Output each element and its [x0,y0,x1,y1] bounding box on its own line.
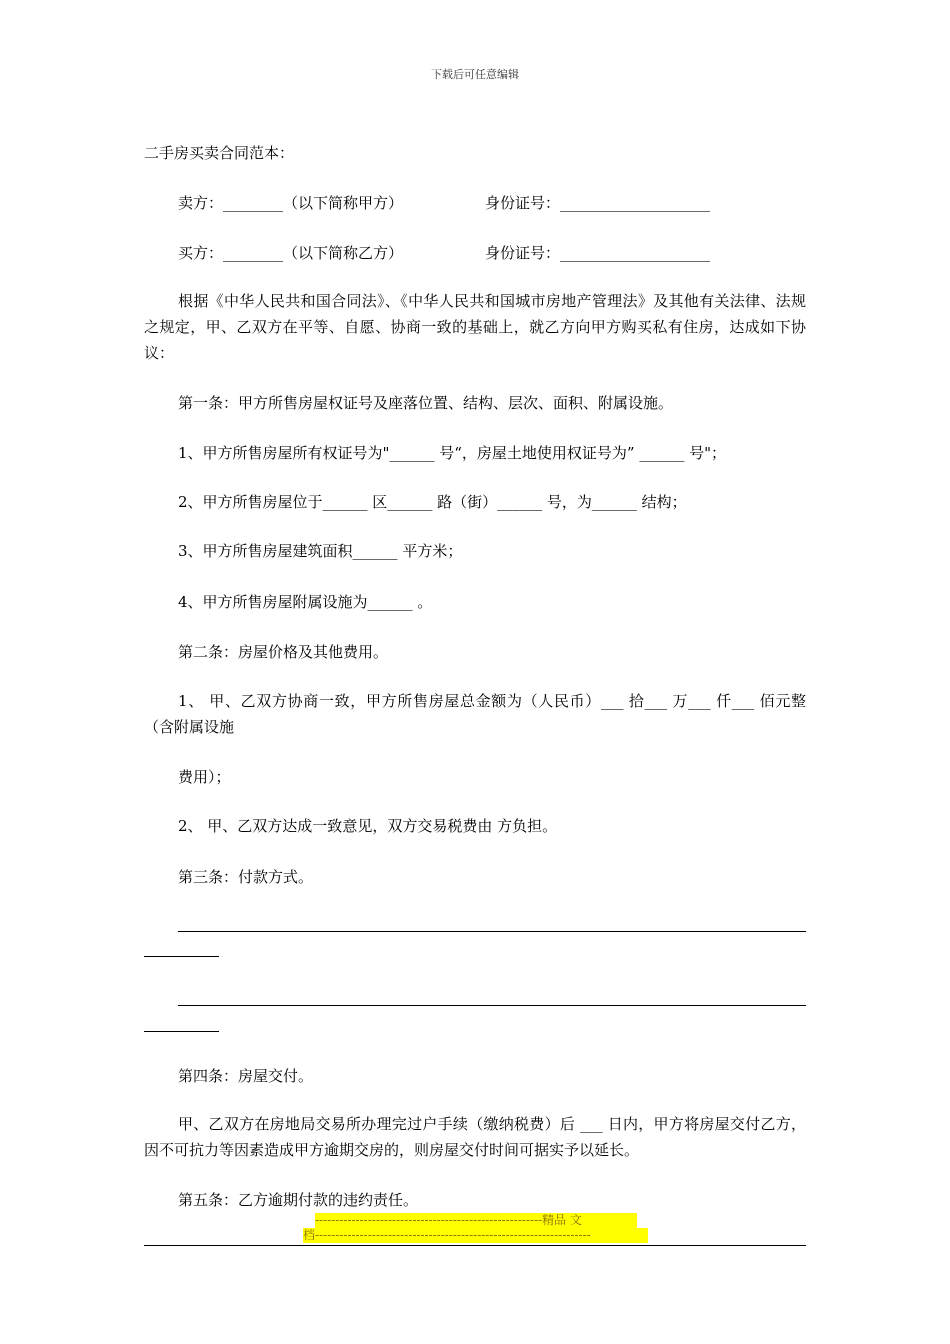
buyer-line: 买方：________（以下简称乙方） [178,244,404,262]
article1-item4: 4、甲方所售房屋附属设施为______ 。 [178,593,433,611]
article2-item1-continued: 费用）； [178,768,231,786]
footer-watermark-line1: --------------------------------------------------------精品 文 [315,1213,637,1228]
blank-line [178,931,806,932]
blank-line [178,1005,806,1006]
article2-heading: 第二条：房屋价格及其他费用。 [178,643,389,661]
article5-heading: 第五条：乙方逾期付款的违约责任。 [178,1191,419,1209]
seller-id-line: 身份证号：____________________ [485,194,711,212]
article1-item1: 1、甲方所售房屋所有权证号为"______ 号“，房屋土地使用权证号为” ______ 号"； [178,444,726,462]
footer-divider [144,1245,806,1246]
blank-line-continued [144,956,219,957]
article2-item1: 1、 甲、乙双方协商一致，甲方所售房屋总金额为（人民币）___ 拾___ 万___ 仟___ 佰元整（含附属设施 [144,692,806,736]
article1-heading: 第一条：甲方所售房屋权证号及座落位置、结构、层次、面积、附属设施。 [178,394,674,412]
page-header: 下载后可任意编辑 [431,68,519,81]
blank-line-continued [144,1031,219,1032]
article1-item3: 3、甲方所售房屋建筑面积______ 平方米； [178,542,463,560]
article4-heading: 第四条：房屋交付。 [178,1067,314,1085]
article3-heading: 第三条：付款方式。 [178,868,314,886]
article4-body: 甲、乙双方在房地局交易所办理完过户手续（缴纳税费）后 ___ 日内，甲方将房屋交付乙方， 因不可抗力等因素造成甲方逾期交房的，则房屋交付时间可据实予以延长。 [144,1115,806,1159]
seller-line: 卖方：________（以下简称甲方） [178,194,404,212]
buyer-id-line: 身份证号：____________________ [485,244,711,262]
article2-item2: 2、 甲、乙双方达成一致意见，双方交易税费由 方负担。 [178,817,558,835]
intro-paragraph: 根据《中华人民共和国合同法》、《中华人民共和国城市房地产管理法》及其他有关法律、法规之规定，甲、乙双方在平等、自愿、协商一致的基础上，就乙方向甲方购买私有住房，达成如下协议： [144,292,806,362]
article1-item2: 2、甲方所售房屋位于______ 区______ 路（街）______ 号，为______ 结构； [178,493,687,511]
document-title: 二手房买卖合同范本： [144,144,295,162]
footer-watermark-line2: 档-------------------------------------------------------------------- [303,1228,648,1243]
